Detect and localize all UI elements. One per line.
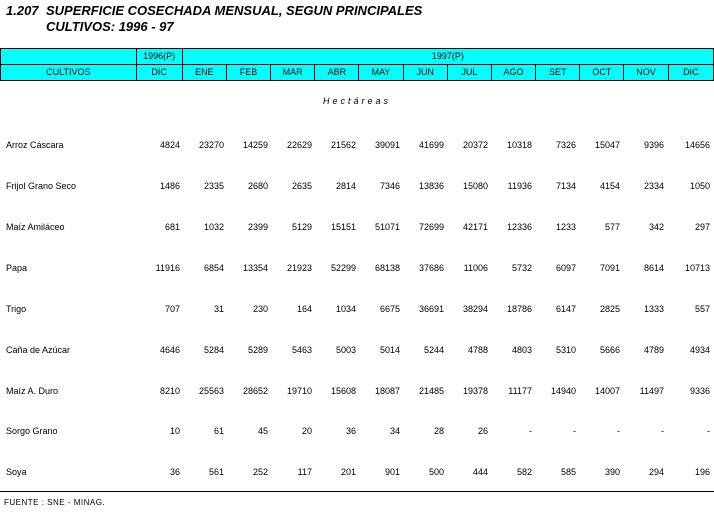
cell-value: 22629 [286,140,312,150]
cell-value: 297 [694,222,710,232]
cell-value: 6147 [555,304,576,314]
cell-value: 36691 [418,304,444,314]
cell-value: 390 [604,467,620,477]
cell-value: 19710 [286,386,312,396]
cell-value: 4788 [467,345,488,355]
crop-name: Papa [6,263,28,273]
cell-value: 4803 [511,345,532,355]
cell-value: 14007 [594,386,620,396]
cell-value: - [707,426,710,436]
crop-name: Caña de Azúcar [6,345,71,355]
cell-value: 52299 [330,263,356,273]
cell-value: 561 [208,467,224,477]
cell-value: - [661,426,664,436]
cell-value: 18786 [506,304,532,314]
cell-value: 681 [164,222,180,232]
crop-name: Maíz Amiláceo [6,222,65,232]
cell-value: 5003 [335,345,356,355]
table-row [0,465,714,479]
cell-value: 15080 [462,181,488,191]
cell-value: 13354 [242,263,268,273]
cell-value: 15608 [330,386,356,396]
table-title [6,3,422,35]
header-month: MAR [271,65,315,81]
cell-value: 34 [389,426,400,436]
cell-value: 14656 [684,140,710,150]
cell-value: 13836 [418,181,444,191]
cell-value: 31 [213,304,224,314]
cell-value: 201 [340,467,356,477]
title-line-2: CULTIVOS: 1996 - 97 [46,19,174,34]
header-month: FEB [226,65,270,81]
cell-value: 36 [169,467,180,477]
cell-value: 14940 [550,386,576,396]
cell-value: 19378 [462,386,488,396]
cell-value: 577 [604,222,620,232]
cell-value: 20372 [462,140,488,150]
cell-value: 42171 [462,222,488,232]
header-month: SET [536,65,580,81]
header-year-1997: 1997(P) [182,49,713,65]
cell-value: 6097 [555,263,576,273]
cell-value: 45 [257,426,268,436]
table-row [0,138,714,152]
cell-value: 36 [345,426,356,436]
header-month: ENE [182,65,226,81]
cell-value: 37686 [418,263,444,273]
cell-value: 2399 [247,222,268,232]
cell-value: 12336 [506,222,532,232]
cell-value: 7326 [555,140,576,150]
cell-value: 5666 [599,345,620,355]
cell-value: 26 [477,426,488,436]
crop-name: Arroz Cáscara [6,140,64,150]
cell-value: 15047 [594,140,620,150]
header-year-1996: 1996(P) [136,49,182,65]
source-note: FUENTE : SNE - MINAG. [4,498,106,507]
crop-name: Soya [6,467,27,477]
cell-value: 39091 [374,140,400,150]
cell-value: 21923 [286,263,312,273]
cell-value: 9396 [643,140,664,150]
cell-value: 585 [560,467,576,477]
cell-value: 25563 [198,386,224,396]
cell-value: 164 [296,304,312,314]
table-row [0,343,714,357]
header-month: AGO [491,65,535,81]
cell-value: 4646 [159,345,180,355]
cell-value: 1032 [203,222,224,232]
header-month: OCT [580,65,624,81]
cell-value: 5732 [511,263,532,273]
header-blank [1,49,137,65]
cell-value: 72699 [418,222,444,232]
cell-value: 2814 [335,181,356,191]
cell-value: 11497 [639,386,664,396]
cell-value: 5244 [423,345,444,355]
cell-value: 28 [433,426,444,436]
cell-value: 9336 [689,386,710,396]
header-month: JUN [403,65,447,81]
crop-name: Trigo [6,304,27,314]
cell-value: 21562 [330,140,356,150]
table-row [0,220,714,234]
cell-value: 4154 [599,181,620,191]
cell-value: 8614 [643,263,664,273]
unit-label: Hectáreas [322,96,392,106]
table-header [0,48,714,81]
cell-value: 28652 [242,386,268,396]
cell-value: 4789 [643,345,664,355]
cell-value: 557 [694,304,710,314]
cell-value: - [529,426,532,436]
cell-value: 68138 [374,263,400,273]
cell-value: 41699 [418,140,444,150]
header-month: MAY [359,65,403,81]
table-row [0,384,714,398]
cell-value: 15151 [330,222,356,232]
cell-value: 6854 [203,263,224,273]
cell-value: 11177 [508,386,532,396]
header-month: DIC [136,65,182,81]
table-row [0,424,714,438]
cell-value: 10713 [684,263,710,273]
cell-value: 2334 [643,181,664,191]
cell-value: 196 [694,467,710,477]
cell-value: 2825 [599,304,620,314]
cell-value: 1233 [555,222,576,232]
cell-value: 7091 [599,263,620,273]
cell-value: 5310 [555,345,576,355]
cell-value: 23270 [198,140,224,150]
cell-value: 1034 [335,304,356,314]
cell-value: 14259 [242,140,268,150]
header-month: NOV [624,65,668,81]
table-row [0,302,714,316]
cell-value: 7346 [379,181,400,191]
cell-value: 294 [648,467,664,477]
cell-value: 5014 [379,345,400,355]
cell-value: 10318 [506,140,532,150]
cell-value: 5463 [291,345,312,355]
cell-value: 1486 [159,181,180,191]
cell-value: 61 [213,426,224,436]
header-cultivos: CULTIVOS [1,65,137,81]
cell-value: 2680 [247,181,268,191]
cell-value: 4824 [159,140,180,150]
cell-value: 444 [472,467,488,477]
cell-value: 117 [297,467,312,477]
cell-value: 38294 [462,304,488,314]
cell-value: 1050 [689,181,710,191]
cell-value: - [617,426,620,436]
crop-name: Frijol Grano Seco [6,181,77,191]
table-number: 1.207 [6,3,39,18]
cell-value: 51071 [374,222,400,232]
cell-value: 20 [301,426,312,436]
cell-value: 6675 [379,304,400,314]
cell-value: 2635 [291,181,312,191]
table-row [0,179,714,193]
cell-value: 582 [516,467,532,477]
table-row [0,261,714,275]
cell-value: 11936 [507,181,532,191]
cell-value: 901 [384,467,400,477]
cell-value: 500 [428,467,444,477]
cell-value: 5284 [203,345,224,355]
cell-value: 707 [164,304,180,314]
cell-value: 8210 [159,386,180,396]
cell-value: - [573,426,576,436]
cell-value: 7134 [555,181,576,191]
cell-value: 18087 [374,386,400,396]
cell-value: 1333 [643,304,664,314]
cell-value: 21485 [418,386,444,396]
cell-value: 4934 [689,345,710,355]
crop-name: Maíz A. Duro [6,386,59,396]
cell-value: 5129 [291,222,312,232]
cell-value: 342 [648,222,664,232]
cell-value: 252 [252,467,268,477]
cell-value: 2335 [203,181,224,191]
cell-value: 10 [169,426,180,436]
cell-value: 11006 [463,263,488,273]
header-month: JUL [447,65,491,81]
cell-value: 230 [252,304,268,314]
title-line-1: SUPERFICIE COSECHADA MENSUAL, SEGUN PRINCIPALES [46,3,423,18]
cell-value: 11916 [155,263,180,273]
crop-name: Sorgo Grano [6,426,58,436]
footer-rule [0,491,714,492]
header-month: ABR [315,65,359,81]
cell-value: 5289 [247,345,268,355]
header-month: DIC [668,65,713,81]
